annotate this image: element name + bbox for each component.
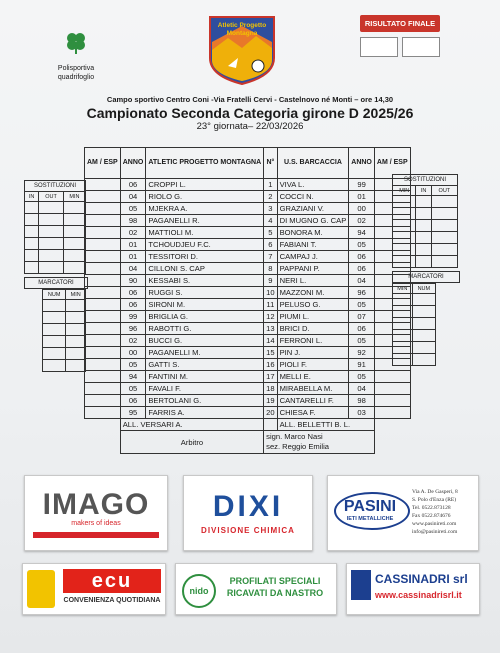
home-year: 98 (120, 215, 146, 227)
away-player: FERRONI L. (277, 335, 349, 347)
shirt-number: 8 (264, 263, 277, 275)
roster-row (85, 287, 411, 299)
home-year: 95 (120, 407, 146, 419)
roster-row (85, 299, 411, 311)
away-year: 94 (349, 227, 375, 239)
col-year-away: ANNO (349, 148, 375, 179)
away-year: 96 (349, 287, 375, 299)
right-subs-col: OUT (431, 186, 457, 196)
dixi-logo: DIXI (212, 490, 284, 523)
ecu-badge (27, 570, 55, 608)
roster-row (85, 227, 411, 239)
away-am-esp (374, 203, 410, 215)
home-player: RIOLO G. (146, 191, 264, 203)
roster-row (85, 371, 411, 383)
home-player: CROPPI L. (146, 179, 264, 191)
shirt-number: 18 (264, 383, 277, 395)
home-am-esp (85, 335, 121, 347)
home-am-esp (85, 383, 121, 395)
round-date: 23° giornata– 22/03/2026 (196, 121, 304, 132)
away-year: 98 (349, 395, 375, 407)
roster-row (85, 251, 411, 263)
home-coach: ALL. VERSARI A. (120, 419, 263, 431)
roster-row (85, 335, 411, 347)
home-player: FANTINI M. (146, 371, 264, 383)
shirt-number: 3 (264, 203, 277, 215)
away-year: 01 (349, 191, 375, 203)
away-am-esp (374, 275, 410, 287)
left-subs-title: SOSTITUZIONI (25, 181, 86, 192)
shirt-number: 11 (264, 299, 277, 311)
away-am-esp (374, 227, 410, 239)
col-am-esp-away: AM / ESP (374, 148, 410, 179)
home-year: 02 (120, 227, 146, 239)
pasini-address2: S. Polo d'Enza (RE) (412, 497, 457, 503)
sponsor-pasini[interactable] (327, 475, 479, 551)
home-player: RABOTTI G. (146, 323, 264, 335)
home-year: 01 (120, 251, 146, 263)
crest-text-line2: Montagna (226, 30, 258, 37)
away-player: DI MUGNO G. CAP (277, 215, 349, 227)
sponsor-nido[interactable] (175, 563, 337, 615)
crest-logo (206, 14, 278, 86)
clover-icon (64, 30, 88, 54)
home-year: 06 (120, 179, 146, 191)
away-am-esp (374, 263, 410, 275)
home-year: 99 (120, 311, 146, 323)
right-scorers-title: MARCATORI (392, 271, 460, 283)
home-year: 05 (120, 359, 146, 371)
home-year: 01 (120, 239, 146, 251)
left-subs-col: OUT (39, 192, 64, 202)
roster-row (85, 275, 411, 287)
home-am-esp (85, 323, 121, 335)
home-player: KESSABI S. (146, 275, 264, 287)
right-scorers-col: MIN (393, 284, 413, 294)
left-scorers-col: MIN (66, 290, 86, 300)
away-player: NERI L. (277, 275, 349, 287)
home-am-esp (85, 251, 121, 263)
roster-row (85, 215, 411, 227)
away-player: MIRABELLA M. (277, 383, 349, 395)
away-am-esp (374, 251, 410, 263)
crest-text-line1: Atletic Progetto (217, 22, 267, 29)
left-subs-col: MIN (63, 192, 85, 202)
home-year: 06 (120, 299, 146, 311)
col-am-esp-home: AM / ESP (85, 148, 121, 179)
roster-row (85, 179, 411, 191)
away-player: COCCI N. (277, 191, 349, 203)
referee-name: sign. Marco Nasi (266, 432, 323, 441)
away-am-esp (374, 179, 410, 191)
roster-row (85, 323, 411, 335)
home-am-esp (85, 191, 121, 203)
roster-row (85, 263, 411, 275)
club-name (38, 64, 114, 82)
imago-stripe (33, 532, 159, 538)
away-year: 04 (349, 275, 375, 287)
club-name-line1: Polisportiva (57, 65, 95, 72)
home-am-esp (85, 203, 121, 215)
imago-logo: IMAGO (42, 488, 150, 521)
shirt-number: 5 (264, 227, 277, 239)
home-player: PAGANELLI R. (146, 215, 264, 227)
ecu-logo: ecu (63, 569, 161, 593)
roster-table (84, 147, 411, 454)
home-player: CILLONI S. CAP (146, 263, 264, 275)
away-player: BRICI D. (277, 323, 349, 335)
pasini-mail: info@pasinireti.com (412, 529, 458, 535)
nido-line1: PROFILATI SPECIALI (229, 576, 321, 586)
home-am-esp (85, 215, 121, 227)
sponsor-cassinadri[interactable] (346, 563, 480, 615)
sponsor-dixi[interactable] (183, 475, 313, 551)
shirt-number: 19 (264, 395, 277, 407)
away-year: 05 (349, 371, 375, 383)
shirt-number: 20 (264, 407, 277, 419)
home-am-esp (85, 239, 121, 251)
away-year: 92 (349, 347, 375, 359)
home-am-esp (85, 407, 121, 419)
venue-info: Campo sportivo Centro Coni -Via Fratelli Cervi - Castelnovo né Monti – ore 14,30 (106, 95, 394, 104)
shirt-number: 16 (264, 359, 277, 371)
col-home-team: ATLETIC PROGETTO MONTAGNA (146, 148, 264, 179)
home-player: MATTIOLI M. (146, 227, 264, 239)
home-am-esp (85, 263, 121, 275)
shirt-number: 2 (264, 191, 277, 203)
home-am-esp (85, 359, 121, 371)
away-player: FABIANI T. (277, 239, 349, 251)
pasini-logo: PASINI (343, 498, 397, 515)
col-away-team: U.S. BARCACCIA (277, 148, 349, 179)
roster-row (85, 239, 411, 251)
col-year-home: ANNO (120, 148, 146, 179)
away-year: 05 (349, 299, 375, 311)
away-player: PELUSO G. (277, 299, 349, 311)
left-scorers-title: MARCATORI (24, 277, 88, 289)
referee-label: Arbitro (120, 431, 263, 454)
home-year: 94 (120, 371, 146, 383)
home-player: BUCCI G. (146, 335, 264, 347)
left-scorers-col: NUM (43, 290, 66, 300)
shirt-number: 6 (264, 239, 277, 251)
home-year: 06 (120, 395, 146, 407)
home-player: BRIGLIA G. (146, 311, 264, 323)
final-result-label: RISULTATO FINALE (360, 15, 440, 32)
away-year: 06 (349, 323, 375, 335)
dixi-tagline: DIVISIONE CHIMICA (201, 526, 295, 535)
shirt-number: 14 (264, 335, 277, 347)
roster-row (85, 395, 411, 407)
home-am-esp (85, 347, 121, 359)
away-player: VIVA L. (277, 179, 349, 191)
away-player: CAMPAJ J. (277, 251, 349, 263)
shirt-number: 9 (264, 275, 277, 287)
away-year: 99 (349, 179, 375, 191)
away-year: 05 (349, 239, 375, 251)
home-am-esp (85, 275, 121, 287)
home-year: 05 (120, 383, 146, 395)
roster-row (85, 311, 411, 323)
shirt-number: 7 (264, 251, 277, 263)
final-result-box (360, 15, 440, 59)
home-am-esp (85, 179, 121, 191)
referee-row (85, 431, 411, 454)
away-player: PIUMI L. (277, 311, 349, 323)
away-coach: ALL. BELLETTI B. L. (277, 419, 374, 431)
home-year: 06 (120, 287, 146, 299)
shirt-number: 12 (264, 311, 277, 323)
pasini-web: www.pasinireti.com (412, 521, 457, 527)
home-score-field[interactable] (360, 37, 398, 57)
left-subs-col: IN (25, 192, 39, 202)
home-am-esp (85, 395, 121, 407)
shirt-number: 1 (264, 179, 277, 191)
roster-row (85, 203, 411, 215)
home-year: 02 (120, 335, 146, 347)
pasini-tagline: IETI METALLICHE (346, 516, 394, 522)
away-year: 05 (349, 335, 375, 347)
away-player: MAZZONI M. (277, 287, 349, 299)
home-player: RUGGI S. (146, 287, 264, 299)
shirt-number: 15 (264, 347, 277, 359)
away-am-esp (374, 335, 410, 347)
shirt-number: 17 (264, 371, 277, 383)
home-am-esp (85, 227, 121, 239)
home-player: GATTI S. (146, 359, 264, 371)
roster-header-row (85, 148, 411, 179)
away-am-esp (374, 191, 410, 203)
away-am-esp (374, 311, 410, 323)
pasini-address1: Via A. De Gasperi, 8 (412, 489, 458, 495)
left-scorers-table (42, 289, 86, 372)
away-player: MELLI E. (277, 371, 349, 383)
away-am-esp (374, 395, 410, 407)
pasini-tel: Tel. 0522.873128 (412, 505, 451, 511)
home-player: BERTOLANI G. (146, 395, 264, 407)
away-year: 06 (349, 263, 375, 275)
away-year: 91 (349, 359, 375, 371)
roster-row (85, 407, 411, 419)
roster-row (85, 383, 411, 395)
home-am-esp (85, 311, 121, 323)
referee-info (264, 431, 375, 454)
home-year: 90 (120, 275, 146, 287)
home-player: SIRONI M. (146, 299, 264, 311)
home-player: FAVALI F. (146, 383, 264, 395)
ecu-tagline: CONVENIENZA QUOTIDIANA (63, 597, 161, 604)
roster-row (85, 191, 411, 203)
col-number: N° (264, 148, 277, 179)
referee-section: sez. Reggio Emilia (266, 442, 330, 451)
home-am-esp (85, 299, 121, 311)
cassinadri-web: www.cassinadrisrl.it (375, 590, 462, 600)
nido-line2: RICAVATI DA NASTRO (226, 588, 324, 598)
home-year: 05 (120, 203, 146, 215)
home-year: 04 (120, 191, 146, 203)
imago-tagline: makers of ideas (71, 520, 121, 527)
home-player: TCHOUDJEU F.C. (146, 239, 264, 251)
club-name-line2: quadrifoglio (57, 74, 95, 81)
right-scorers-col: NUM (412, 284, 435, 294)
home-player: PAGANELLI M. (146, 347, 264, 359)
right-subs-col: IN (416, 186, 431, 196)
pasini-contacts (412, 488, 476, 536)
left-substitutions-table (24, 180, 86, 274)
championship-title: Campionato Seconda Categoria girone D 2025/26 (86, 105, 414, 121)
away-am-esp (374, 407, 410, 419)
home-player: MJEKRA A. (146, 203, 264, 215)
pasini-fax: Fax 0522.874676 (412, 513, 451, 519)
nido-logo: nido (182, 574, 216, 608)
home-year: 04 (120, 263, 146, 275)
away-player: CHIESA F. (277, 407, 349, 419)
home-year: 96 (120, 323, 146, 335)
sponsor-imago[interactable] (24, 475, 168, 551)
away-am-esp (374, 299, 410, 311)
home-player: TESSITORI D. (146, 251, 264, 263)
away-am-esp (374, 323, 410, 335)
away-player: BONORA M. (277, 227, 349, 239)
shirt-number: 10 (264, 287, 277, 299)
away-year: 00 (349, 203, 375, 215)
away-am-esp (374, 359, 410, 371)
roster-row (85, 347, 411, 359)
away-am-esp (374, 287, 410, 299)
roster-row (85, 359, 411, 371)
away-am-esp (374, 239, 410, 251)
away-am-esp (374, 347, 410, 359)
cassinadri-logo: CASSINADRI srl (375, 572, 468, 586)
home-year: 00 (120, 347, 146, 359)
right-subs-title: SOSTITUZIONI (393, 175, 458, 186)
away-year: 04 (349, 383, 375, 395)
away-player: PIN J. (277, 347, 349, 359)
away-year: 02 (349, 215, 375, 227)
away-player: PAPPANI P. (277, 263, 349, 275)
away-player: GRAZIANI V. (277, 203, 349, 215)
away-year: 06 (349, 251, 375, 263)
cassinadri-mark (351, 570, 371, 600)
away-score-field[interactable] (402, 37, 440, 57)
right-subs-col: MIN (393, 186, 416, 196)
away-am-esp (374, 215, 410, 227)
away-year: 07 (349, 311, 375, 323)
away-player: PIOLI F. (277, 359, 349, 371)
sponsor-ecu[interactable] (22, 563, 166, 615)
away-am-esp (374, 371, 410, 383)
home-am-esp (85, 371, 121, 383)
shirt-number: 13 (264, 323, 277, 335)
away-player: CANTARELLI F. (277, 395, 349, 407)
home-am-esp (85, 287, 121, 299)
away-am-esp (374, 383, 410, 395)
away-year: 03 (349, 407, 375, 419)
coaches-row (85, 419, 411, 431)
shirt-number: 4 (264, 215, 277, 227)
home-player: FARRIS A. (146, 407, 264, 419)
